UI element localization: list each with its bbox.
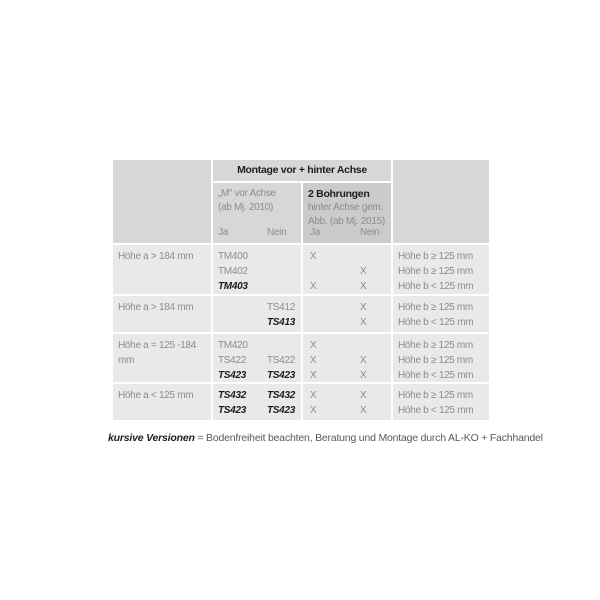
block1-hoehe-a-label: Höhe a > 184 mm xyxy=(113,245,211,294)
mark-row: X xyxy=(360,302,367,313)
block2-models-cell xyxy=(213,296,301,332)
m-vor-achse-line2: (ab Mj. 2010) xyxy=(218,202,274,213)
model-row: TS423 TS423 xyxy=(218,405,295,416)
hoehe-b-row: Höhe b ≥ 125 mm xyxy=(398,355,473,366)
mark-row: X xyxy=(360,317,367,328)
block4-hoehe-b-cell xyxy=(393,384,489,420)
block3-hoehe-a-label: Höhe a = 125 -184 mm xyxy=(113,334,211,382)
block3-marks-cell xyxy=(303,334,391,382)
bohrungen-nein-label: Nein xyxy=(360,227,380,238)
hoehe-b-row: Höhe b ≥ 125 mm xyxy=(398,390,473,401)
montage-table xyxy=(113,160,489,420)
mark-row: X xyxy=(310,251,317,262)
hoehe-b-row: Höhe b < 125 mm xyxy=(398,317,474,328)
mark-row: X X xyxy=(310,370,367,381)
hoehe-b-row: Höhe b ≥ 125 mm xyxy=(398,302,473,313)
mark-row: X X xyxy=(310,281,367,292)
bohrungen-title: 2 Bohrungen xyxy=(308,188,370,200)
m-janein-row xyxy=(213,226,301,239)
bohrungen-janein-row xyxy=(303,226,391,239)
mark-row: X X xyxy=(310,390,367,401)
block4-models-cell xyxy=(213,384,301,420)
block4-marks-cell xyxy=(303,384,391,420)
bohrungen-line3: Abb. (ab Mj. 2015) xyxy=(308,216,385,227)
model-row: TS432 TS432 xyxy=(218,390,295,401)
model-row: TM402 xyxy=(218,266,248,277)
hoehe-b-row: Höhe b < 125 mm xyxy=(398,281,474,292)
block3-hoehe-b-cell xyxy=(393,334,489,382)
model-row: TS423 TS423 xyxy=(218,370,295,381)
bohrungen-ja-label: Ja xyxy=(310,227,320,238)
header-empty-right-cell xyxy=(393,160,489,243)
mark-row: X X xyxy=(310,405,367,416)
header-empty-left-cell xyxy=(113,160,211,243)
block2-marks-cell xyxy=(303,296,391,332)
model-row: TS413 xyxy=(267,317,295,328)
block1-hoehe-b-cell xyxy=(393,245,489,294)
model-row: TM420 xyxy=(218,340,248,351)
mark-row: X xyxy=(360,266,367,277)
footnote xyxy=(108,432,543,444)
mark-row: X X xyxy=(310,355,367,366)
footnote-text: = Bodenfreiheit beachten, Beratung und Montage durch AL-KO + Fachhandel xyxy=(194,432,543,444)
block3-models-cell xyxy=(213,334,301,382)
hoehe-b-row: Höhe b < 125 mm xyxy=(398,370,474,381)
hoehe-b-row: Höhe b ≥ 125 mm xyxy=(398,340,473,351)
m-ja-label: Ja xyxy=(218,227,228,238)
block2-hoehe-a-label: Höhe a > 184 mm xyxy=(113,296,211,332)
mark-row: X xyxy=(310,340,317,351)
m-vor-achse-line1: „M“ vor Achse xyxy=(218,188,276,199)
bohrungen-line2: hinter Achse gem. xyxy=(308,202,383,213)
model-row: TS422 TS422 xyxy=(218,355,295,366)
header-m-vor-achse-cell xyxy=(213,183,301,243)
hoehe-b-row: Höhe b ≥ 125 mm xyxy=(398,251,473,262)
footnote-emphasis: kursive Versionen xyxy=(108,432,195,444)
model-row: TS412 xyxy=(267,302,295,313)
block1-models-cell xyxy=(213,245,301,294)
model-row: TM400 xyxy=(218,251,248,262)
header-2-bohrungen-cell xyxy=(303,183,391,243)
block2-hoehe-b-cell xyxy=(393,296,489,332)
header-montage-title: Montage vor + hinter Achse xyxy=(213,160,391,181)
hoehe-b-row: Höhe b < 125 mm xyxy=(398,405,474,416)
block1-marks-cell xyxy=(303,245,391,294)
m-nein-label: Nein xyxy=(267,227,287,238)
model-row: TM403 xyxy=(218,281,248,292)
block4-hoehe-a-label: Höhe a < 125 mm xyxy=(113,384,211,420)
hoehe-b-row: Höhe b ≥ 125 mm xyxy=(398,266,473,277)
